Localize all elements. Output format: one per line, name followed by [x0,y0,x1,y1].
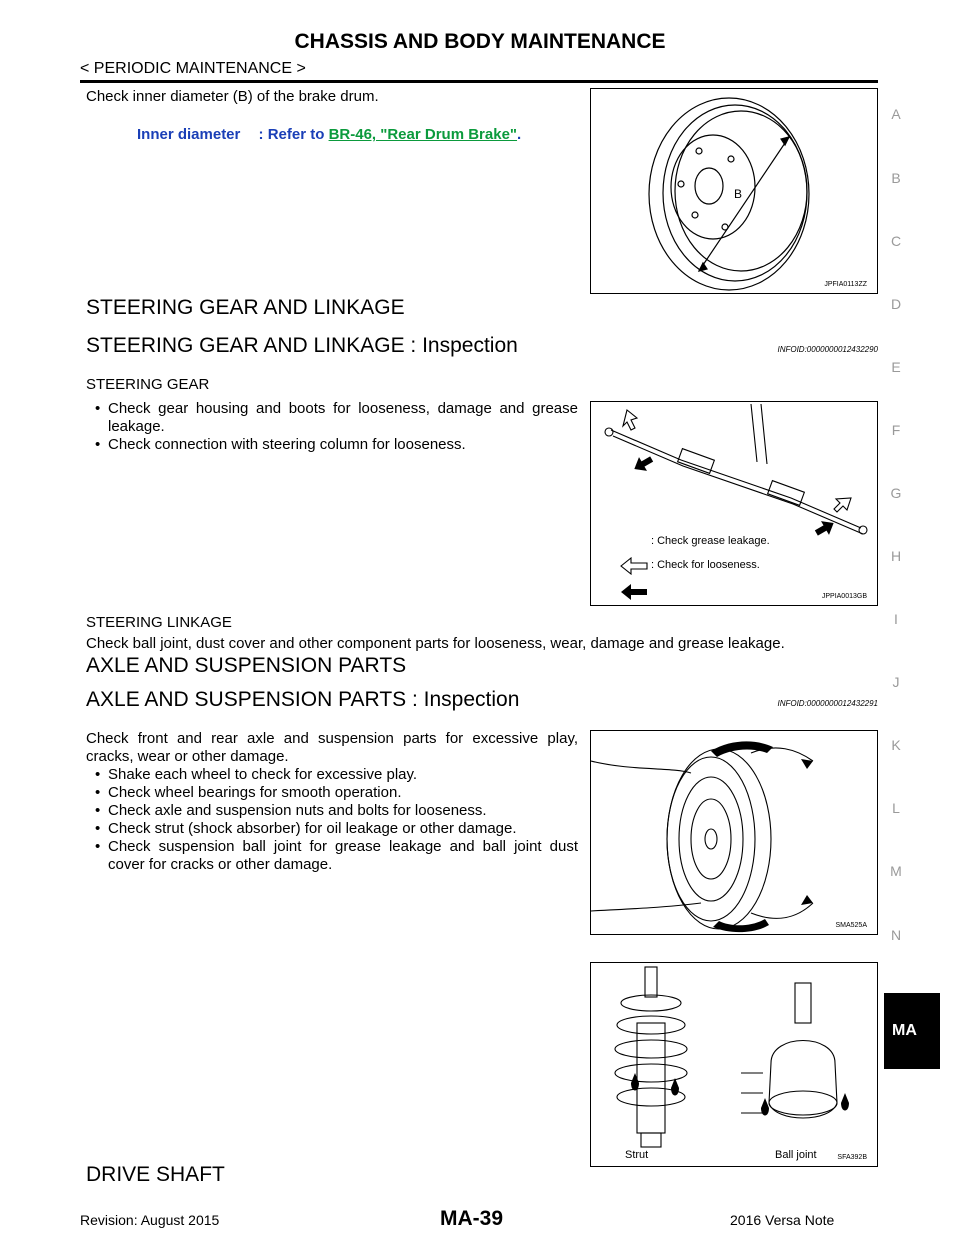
spec-separator: : Refer to [258,126,325,143]
list-item: • Check connection with steering column for looseness. [80,436,578,454]
ball-joint-label: Ball joint [775,1149,817,1161]
sidebar-letter-b[interactable]: B [891,170,901,186]
sidebar-letter-n[interactable]: N [890,927,902,943]
steering-inspection-title: STEERING GEAR AND LINKAGE : Inspection [86,334,518,357]
figure-code: SMA525A [835,922,867,929]
sidebar-letter-g[interactable]: G [890,485,902,501]
figure-code: JPPIA0013GB [821,593,867,600]
footer-page-number: MA-39 [440,1207,504,1230]
list-item: • Check wheel bearings for smooth operation. [80,784,578,802]
steering-gear-heading: STEERING GEAR [86,376,210,393]
spec-end: . [517,126,522,143]
axle-inspection-title: AXLE AND SUSPENSION PARTS : Inspection [86,688,520,711]
list-item: • Check strut (shock absorber) for oil leakage or other damage. [80,820,578,838]
section-tab-ma[interactable]: MA [884,993,940,1069]
sidebar-letter-d[interactable]: D [890,296,902,312]
spec-label: Inner diameter [137,126,241,143]
brake-drum-intro: Check inner diameter (B) of the brake drum. [86,88,379,105]
strut-ball-joint-figure [590,962,878,1167]
axle-section-title: AXLE AND SUSPENSION PARTS [86,654,407,677]
sidebar-letter-a[interactable]: A [891,106,901,122]
sidebar-letter-j[interactable]: J [892,674,900,690]
figure-callout-b: B [734,187,743,201]
steering-linkage-heading: STEERING LINKAGE [86,614,232,631]
steering-info-id: INFOID:0000000012432290 [777,345,878,354]
inner-diameter-spec [137,126,521,143]
sidebar-letter-k[interactable]: K [891,737,901,753]
sidebar-letter-f[interactable]: F [891,422,901,438]
drive-shaft-section-title: DRIVE SHAFT [86,1163,225,1186]
header-rule [80,80,878,83]
figure-code: SFA392B [837,1154,867,1161]
rear-drum-brake-link[interactable]: BR-46, "Rear Drum Brake" [328,126,518,143]
sidebar-letter-l[interactable]: L [892,800,900,816]
list-item: • Check axle and suspension nuts and bolts for looseness. [80,802,578,820]
axle-check-list [80,766,578,874]
page-title: CHASSIS AND BODY MAINTENANCE [294,30,666,53]
wheel-play-figure [590,730,878,935]
sidebar-letter-m[interactable]: M [890,863,902,879]
sidebar-letter-e[interactable]: E [891,359,901,375]
steering-gear-list [80,400,578,454]
steering-section-title: STEERING GEAR AND LINKAGE [86,296,405,319]
legend-looseness: : Check for looseness. [651,559,760,571]
axle-info-id: INFOID:0000000012432291 [777,699,878,708]
breadcrumb: < PERIODIC MAINTENANCE > [80,60,306,77]
wheel-shake-illustration [591,731,878,935]
strut-label: Strut [625,1149,649,1161]
strut-ball-joint-illustration [591,963,878,1167]
steering-linkage-text: Check ball joint, dust cover and other component parts for looseness, wear, damage and grease leakage. [86,635,785,652]
axle-intro: Check front and rear axle and suspension parts for excessive play, cracks, wear or other damage. [86,730,578,765]
sidebar-letter-i[interactable]: I [894,611,898,627]
list-item: • Check gear housing and boots for looseness, damage and grease leakage. [80,400,578,436]
legend-grease: : Check grease leakage. [651,535,770,547]
sidebar-letter-h[interactable]: H [890,548,902,564]
footer-revision: Revision: August 2015 [80,1212,220,1228]
brake-drum-figure [590,88,878,294]
list-item: • Check suspension ball joint for grease leakage and ball joint dust cover for cracks or other damage. [80,838,578,874]
footer-model: 2016 Versa Note [730,1212,835,1228]
steering-rack-illustration [591,402,878,606]
list-item: • Shake each wheel to check for excessive play. [80,766,578,784]
steering-gear-figure [590,401,878,606]
figure-code: JPFIA0113ZZ [824,281,867,288]
sidebar-letter-c[interactable]: C [890,233,902,249]
